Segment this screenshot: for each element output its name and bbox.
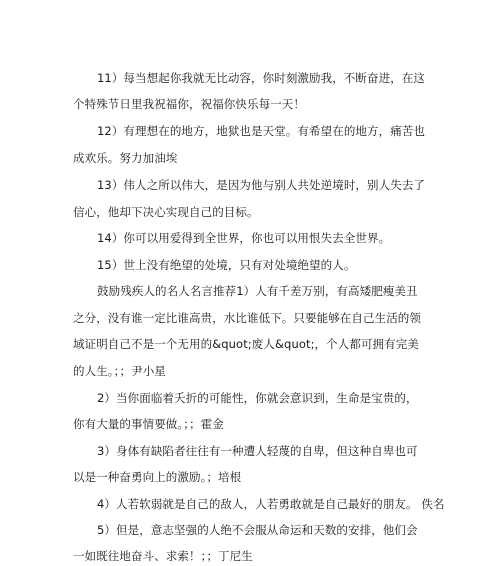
- text-line: 一如既往地奋斗、求索！；；丁尼生: [73, 549, 253, 563]
- text-line: 3）身体有缺陷者往往有一种遭人轻蔑的自卑，但这种自卑也可: [97, 444, 418, 458]
- text-line: 以是一种奋勇向上的激励。；培根: [73, 470, 242, 484]
- text-line: 2）当你面临着夭折的可能性，你就会意识到，生命是宝贵的，: [97, 391, 418, 405]
- text-line: 个特殊节日里我祝福你，祝福你快乐每一天！: [73, 97, 305, 111]
- text-line: 14）你可以用爱得到全世界，你也可以用恨失去全世界。: [97, 231, 391, 245]
- text-line: 鼓励残疾人的名人名言推荐1）人有千差万别，有高矮肥瘦美丑: [97, 284, 418, 298]
- text-line: 15）世上没有绝望的处境，只有对处境绝望的人。: [97, 258, 356, 272]
- text-line: 的人生。；；尹小星: [73, 364, 166, 378]
- text-line: 域证明自己不是一个无用的&quot;废人&quot;，个人都可拥有完美: [73, 337, 419, 351]
- text-line: 5）但是，意志坚强的人绝不会服从命运和天数的安排，他们会: [97, 523, 418, 537]
- text-line: 11）每当想起你我就无比动容，你时刻激励我，不断奋进，在这: [97, 71, 426, 85]
- text-line: 13）伟人之所以伟大，是因为他与别人共处逆境时，别人失去了: [97, 178, 426, 192]
- text-line: 12）有理想在的地方，地狱也是天堂。有希望在的地方，痛苦也: [97, 124, 426, 138]
- text-line: 之分，没有谁一定比谁高贵，水比谁低下。只要能够在自己生活的领: [73, 311, 421, 325]
- text-line: 成欢乐。努力加油埃: [73, 151, 178, 165]
- text-line: 4）人若软弱就是自己的敌人，人若勇敢就是自己最好的朋友。 佚名: [97, 497, 445, 511]
- text-line: 你有大量的事情要做。；；霍金: [73, 417, 224, 431]
- text-line: 信心，他却下决心实现自己的目标。: [73, 205, 259, 219]
